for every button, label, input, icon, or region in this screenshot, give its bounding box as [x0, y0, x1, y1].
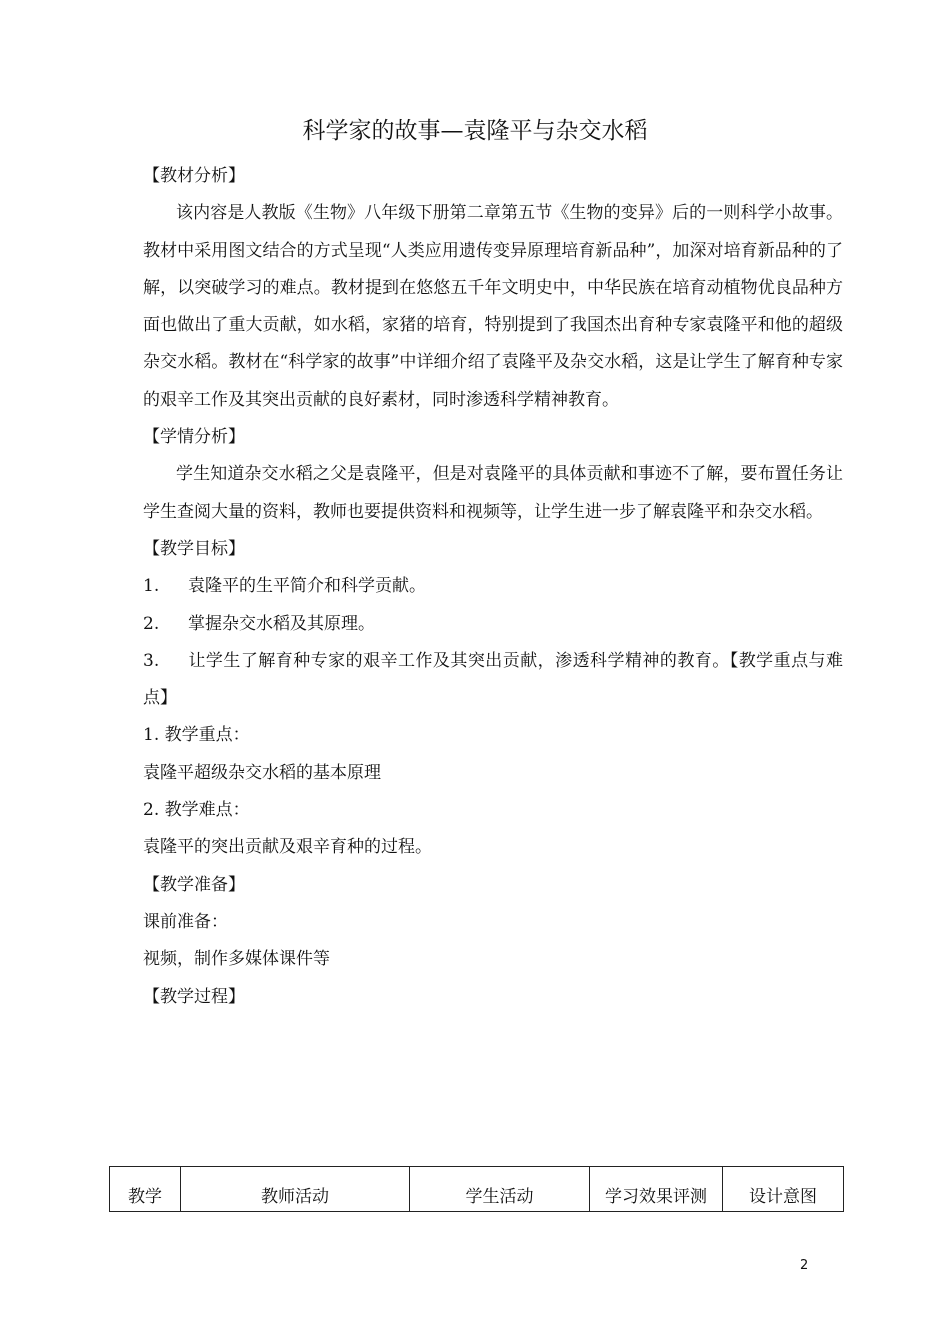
- goal-number: 2.: [143, 613, 160, 634]
- goal-number: 3.: [143, 650, 160, 671]
- table-header-cell: 设计意图: [723, 1167, 844, 1212]
- goal-text: 掌握杂交水稻及其原理。: [188, 613, 375, 634]
- teaching-process-table: [109, 1166, 843, 1212]
- page-number: 2: [800, 1258, 809, 1273]
- goal-number: 1.: [143, 576, 160, 597]
- key-point-label: 1. 教学重点：: [143, 725, 250, 746]
- textbook-analysis-paragraph: 该内容是人教版《生物》八年级下册第二章第五节《生物的变异》后的一则科学小故事。教材中采用图文结合的方式呈现“人类应用遗传变异原理培育新品种”，加深对培育新品种的了解，以突破学习的难点。教材提到在悠悠五千年文明史中，中华民族在培育动植物优良品种方面也做出了重大贡献，如水稻，家猪的培育，特别提到了我国杰出育种专家袁隆平和他的超级杂交水稻。教材在“科学家的故事”中详细介绍了袁隆平及杂交水稻，这是让学生了解育种专家的艰辛工作及其突出贡献的良好素材，同时渗透科学精神教育。: [143, 203, 843, 410]
- section-heading-textbook: 【教材分析】: [143, 166, 245, 186]
- table-header-cell: 教师活动: [181, 1167, 410, 1212]
- table-header-cell: 教学: [110, 1167, 181, 1212]
- prep-text: 视频，制作多媒体课件等: [143, 949, 330, 970]
- document-title: 科学家的故事—袁隆平与杂交水稻: [302, 118, 648, 144]
- goal-text: 让学生了解育种专家的艰辛工作及其突出贡献，渗透科学精神的教育。【教学重点与难点】: [143, 650, 843, 709]
- section-heading-goals: 【教学目标】: [143, 538, 245, 559]
- student-analysis-paragraph: 学生知道杂交水稻之父是袁隆平，但是对袁隆平的具体贡献和事迹不了解，要布置任务让学生查阅大量的资料，教师也要提供资料和视频等，让学生进一步了解袁隆平和杂交水稻。: [143, 464, 843, 522]
- table-header-cell: 学生活动: [410, 1167, 590, 1212]
- section-heading-process: 【教学过程】: [143, 986, 245, 1007]
- goal-text: 袁隆平的生平简介和科学贡献。: [188, 576, 426, 597]
- document-body: [143, 158, 843, 1016]
- section-heading-prep: 【教学准备】: [143, 874, 245, 895]
- difficulty-text: 袁隆平的突出贡献及艰辛育种的过程。: [143, 837, 432, 858]
- difficulty-label: 2. 教学难点：: [143, 800, 250, 821]
- key-point-text: 袁隆平超级杂交水稻的基本原理: [143, 762, 381, 783]
- goal-item: [143, 568, 843, 605]
- section-heading-students: 【学情分析】: [143, 427, 245, 448]
- table-header-cell: 学习效果评测: [590, 1167, 723, 1212]
- prep-label: 课前准备：: [143, 911, 228, 932]
- table-header-row: [110, 1167, 844, 1212]
- goal-item: [143, 643, 843, 718]
- goal-item: [143, 606, 843, 643]
